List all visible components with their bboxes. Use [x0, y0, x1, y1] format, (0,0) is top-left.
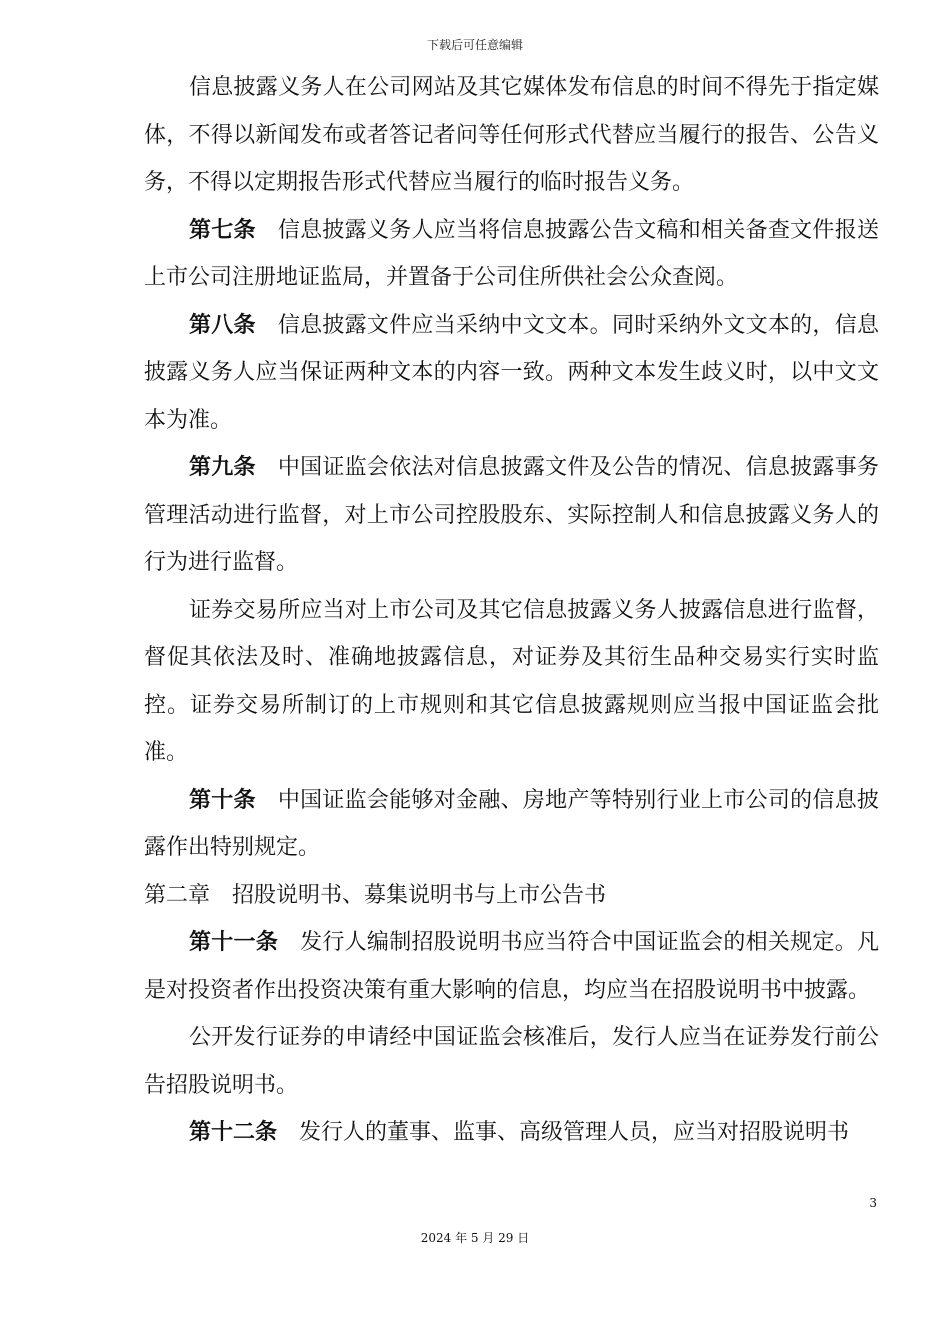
paragraph-text: 中国证监会依法对信息披露文件及公告的情况、信息披露事务管理活动进行监督，对上市公司控股股东、实际控制人和信息披露义务人的行为进行监督。 — [144, 455, 879, 575]
article-number: 第十一条 — [189, 930, 279, 955]
paragraph — [144, 302, 879, 445]
chapter-title: 招股说明书、募集说明书与上市公告书 — [232, 882, 607, 908]
paragraph — [144, 444, 879, 587]
chapter-label: 第二章 — [144, 882, 211, 908]
paragraph — [144, 64, 879, 207]
paragraph — [144, 207, 879, 302]
chapter-heading — [144, 872, 879, 920]
page-header: 下载后可任意编辑 — [426, 38, 523, 52]
paragraph — [144, 1014, 879, 1109]
article-number: 第八条 — [189, 312, 256, 338]
article-number: 第九条 — [189, 455, 256, 480]
paragraph-text: 发行人的董事、监事、高级管理人员，应当对招股说明书 — [299, 1120, 850, 1145]
paragraph-text: 发行人编制招股说明书应当符合中国证监会的相关规定。凡是对投资者作出投资决策有重大影响的信息，均应当在招股说明书中披露。 — [144, 930, 879, 1003]
document-body — [144, 64, 879, 1157]
paragraph-text: 信息披露义务人在公司网站及其它媒体发布信息的时间不得先于指定媒体，不得以新闻发布或者答记者问等任何形式代替应当履行的报告、公告义务，不得以定期报告形式代替应当履行的临时报告义务。 — [144, 75, 879, 195]
article-number: 第七条 — [189, 217, 256, 243]
article-number: 第十条 — [189, 787, 256, 813]
paragraph — [144, 587, 879, 777]
paragraph-text: 中国证监会能够对金融、房地产等特别行业上市公司的信息披露作出特别规定。 — [144, 787, 879, 860]
page-number: 3 — [869, 1196, 877, 1210]
paragraph-text: 公开发行证券的申请经中国证监会核准后，发行人应当在证券发行前公告招股说明书。 — [144, 1025, 879, 1098]
page-footer-date: 2024 年 5 月 29 日 — [420, 1231, 530, 1245]
paragraph — [144, 1109, 879, 1157]
article-number: 第十二条 — [189, 1120, 278, 1145]
paragraph — [144, 777, 879, 872]
paragraph-text: 信息披露义务人应当将信息披露公告文稿和相关备查文件报送上市公司注册地证监局，并置备于公司住所供社会公众查阅。 — [144, 217, 879, 290]
paragraph-text: 证券交易所应当对上市公司及其它信息披露义务人披露信息进行监督，督促其依法及时、准确地披露信息，对证券及其衍生品种交易实行实时监控。证券交易所制订的上市规则和其它信息披露规则应当报中国证监会批准。 — [144, 597, 879, 765]
paragraph-text: 信息披露文件应当采纳中文文本。同时采纳外文文本的，信息披露义务人应当保证两种文本的内容一致。两种文本发生歧义时，以中文文本为准。 — [144, 312, 879, 433]
paragraph — [144, 919, 879, 1014]
